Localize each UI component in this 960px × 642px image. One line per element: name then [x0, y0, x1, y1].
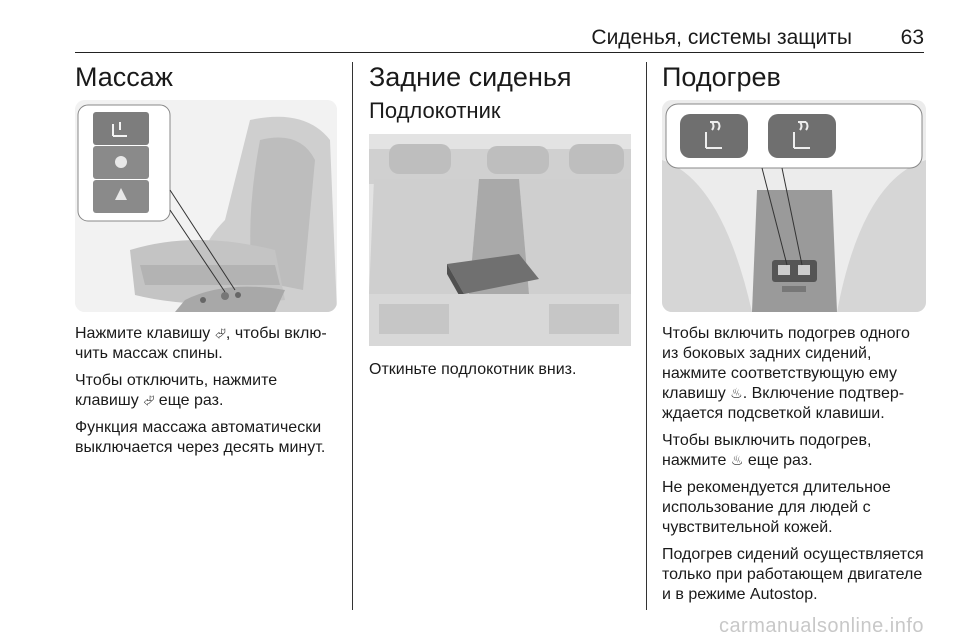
column-heating	[662, 62, 926, 612]
watermark: carmanualsonline.info	[718, 615, 924, 637]
column-divider	[646, 62, 647, 610]
column-massage	[75, 62, 337, 465]
rear-seats-title: Задние сиденья	[369, 62, 572, 92]
heating-warning: Не рекомендуется длительное использование для людей с чувствительной кожей.	[662, 479, 891, 536]
heating-engine-note: Подогрев сидений осуществляется только при работающем двигателе и в режиме Autostop.	[662, 546, 924, 603]
rear-armrest-illustration	[369, 134, 631, 346]
seat-massage-icon: ⮰	[214, 326, 226, 342]
massage-instruction: Нажмите клавишу ⮰, чтобы вклю-чить массаж спины.	[75, 325, 327, 362]
armrest-subtitle: Подлокотник	[369, 98, 501, 123]
rear-seat-heating-illustration	[662, 100, 926, 312]
seat-heat-icon: ♨	[730, 453, 744, 469]
armrest-instruction: Откиньте подлокотник вниз.	[369, 361, 577, 378]
heating-on-instruction: Чтобы включить подогрев одного из боковых задних сидений, нажмите соответствующую ему клавишу ♨. Включение подтвер-ждается подсветкой клавиши.	[662, 325, 910, 422]
heating-off-instruction: Чтобы выключить подогрев, нажмите ♨ еще раз.	[662, 432, 872, 469]
page-header	[75, 24, 924, 53]
page-number: 63	[900, 26, 924, 49]
massage-off-instruction: Чтобы отключить, нажмите клавишу ⮰ еще раз.	[75, 372, 278, 409]
section-title: Сиденья, системы защиты	[591, 26, 852, 49]
column-divider	[352, 62, 353, 610]
heating-title: Подогрев	[662, 62, 781, 92]
seat-massage-icon: ⮰	[143, 393, 155, 409]
massage-seat-illustration	[75, 100, 337, 312]
seat-heat-icon: ♨	[730, 386, 743, 402]
massage-auto-off-note: Функция массажа автоматически выключается через десять минут.	[75, 419, 326, 456]
column-rear-seats	[369, 62, 631, 387]
massage-title: Массаж	[75, 62, 173, 92]
